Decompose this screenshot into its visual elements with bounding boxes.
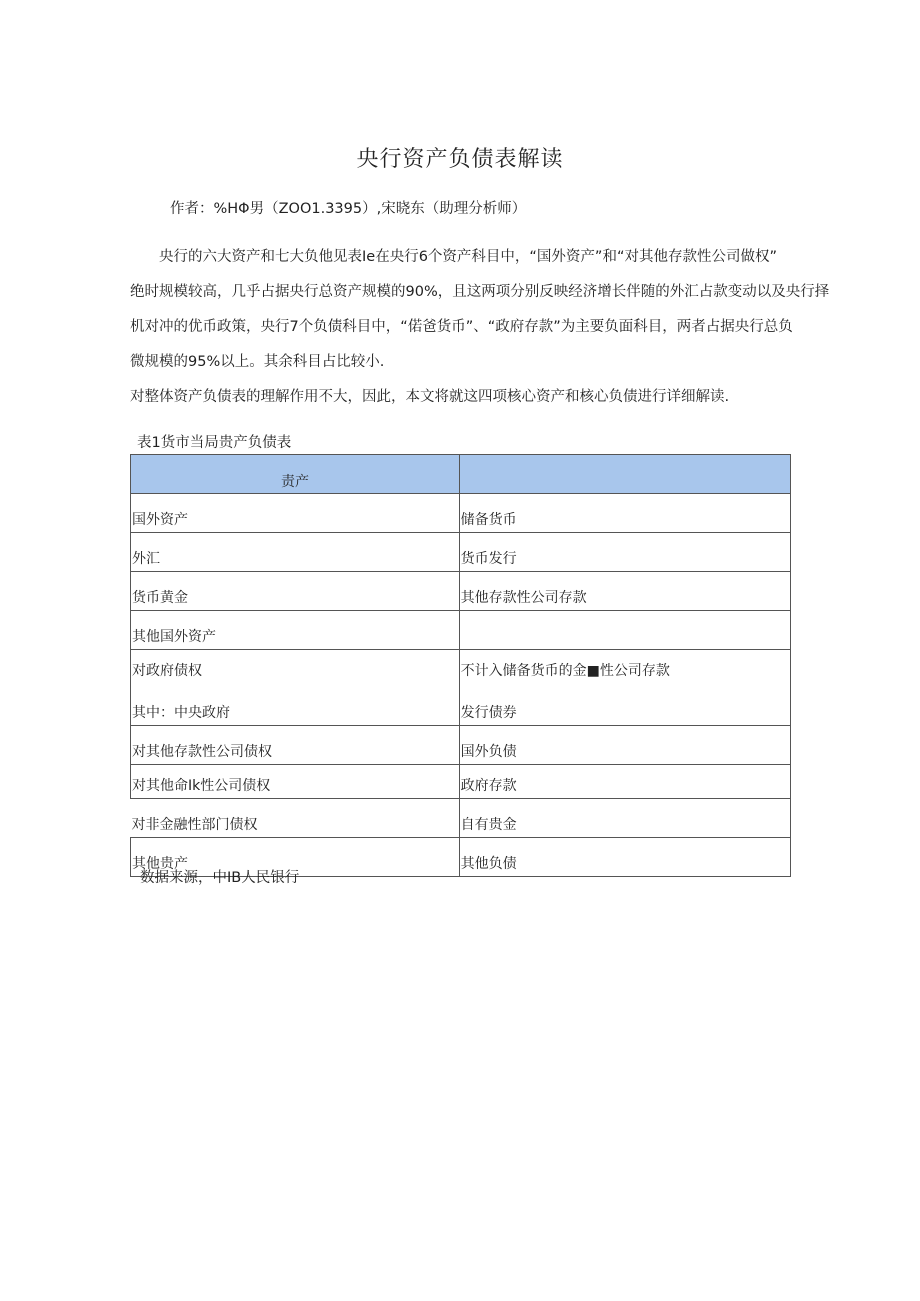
- asset-cell: 对非金融性部门债权: [131, 799, 460, 838]
- liability-cell: 货币发行: [459, 533, 790, 572]
- asset-cell: 国外资产: [131, 494, 460, 533]
- table-header-row: [131, 455, 791, 494]
- table-row: [131, 611, 791, 650]
- header-assets: 责产: [131, 455, 460, 494]
- document-title: 央行资产负债表解读: [356, 147, 564, 172]
- table-row: [131, 494, 791, 533]
- paragraph-1-line-3: 机对冲的优币政策，央行7个负债科目中，“偌爸货币”、“政府存款”为主要负面科目，两者占据央行总负: [130, 319, 793, 335]
- liability-cell: 其他存款性公司存款: [459, 572, 790, 611]
- header-liabilities: [459, 455, 790, 494]
- liability-cell: [459, 650, 790, 726]
- liability-cell: [459, 611, 790, 650]
- table-row: [131, 533, 791, 572]
- asset-cell: 其他贵产: [131, 838, 460, 877]
- liability-cell: 其他负债: [459, 838, 790, 877]
- liability-cell-line-2: 发行债券: [460, 705, 517, 721]
- paragraph-1-line-1: 央行的六大资产和七大负他见表Ie在央行6个资产科目中，“国外资产”和“对其他存款性公司做权”: [130, 249, 777, 265]
- table-row: [131, 650, 791, 726]
- data-source-note: 数据来源，中IB人民银行: [140, 870, 300, 886]
- asset-cell-line-1: 对政府债权: [132, 663, 202, 679]
- table-caption: 表1货市当局贵产负债表: [137, 435, 292, 451]
- liability-cell: 储备货币: [459, 494, 790, 533]
- liability-cell: 自有贵金: [459, 799, 790, 838]
- paragraph-1-line-2: 绝时规模较高，几乎占据央行总资产规模的90%，且这两项分别反映经济增长伴随的外汇占款变动以及央行择: [130, 284, 830, 300]
- table-row: [131, 726, 791, 765]
- paragraph-2: 对整体资产负债表的理解作用不大，因此，本文将就这四项核心资产和核心负债进行详细解读.: [130, 389, 730, 405]
- paragraph-1: [130, 240, 830, 380]
- table-row: [131, 799, 791, 838]
- asset-cell: 外汇: [131, 533, 460, 572]
- asset-cell: 对其他命Ik性公司债权: [131, 765, 460, 799]
- paragraph-1-line-4: 微规模的95%以上。其余科目占比较小.: [130, 354, 385, 370]
- liability-cell: 国外负债: [459, 726, 790, 765]
- liability-cell: 政府存款: [459, 765, 790, 799]
- liability-cell-line-1: 不计入储备货币的金■性公司存款: [460, 663, 670, 679]
- asset-cell-line-2: 其中：中央政府: [132, 705, 230, 721]
- author-line: 作者：%HΦ男（ZOO1.3395）,宋晓东（助理分析师）: [170, 201, 527, 217]
- table-row: [131, 765, 791, 799]
- asset-cell: 货币黄金: [131, 572, 460, 611]
- balance-sheet-table: [130, 454, 791, 877]
- asset-cell: [131, 650, 460, 726]
- table-row: [131, 572, 791, 611]
- asset-cell: 其他国外资产: [131, 611, 460, 650]
- asset-cell: 对其他存款性公司债权: [131, 726, 460, 765]
